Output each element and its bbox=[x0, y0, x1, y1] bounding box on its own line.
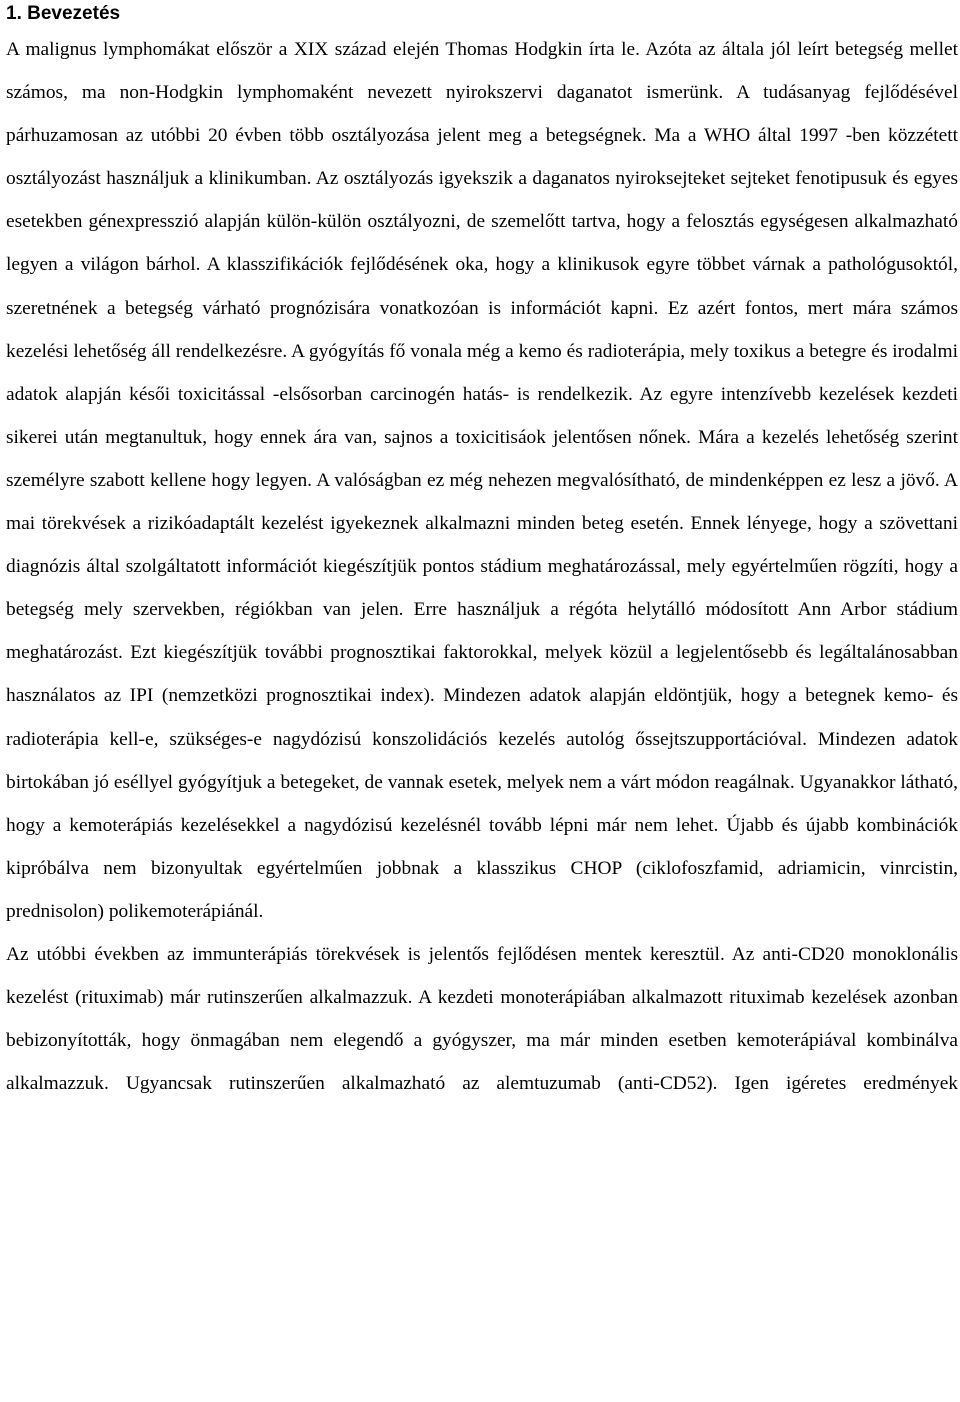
immunotherapy-paragraph: Az utóbbi években az immunterápiás törekvések is jelentős fejlődésen mentek keresztül. Az anti-CD20 monoklonális kezelést (rituximab) már rutinszerűen alkalmazzuk. A kezdeti monoterápiában alkalmazott rituximab kezelések azonban bebizonyították, hogy önmagában nem elegendő a gyógyszer, ma már minden esetben kemoterápiával kombinálva alkalmazzuk. Ugyancsak rutinszerűen alkalmazható az alemtuzumab (anti-CD52). Igen igéretes eredmények bbox=[6, 943, 958, 1095]
intro-paragraph: A malignus lymphomákat először a XIX század elején Thomas Hodgkin írta le. Azóta az általa jól leírt betegség mellet számos, ma non-Hodgkin lymphomaként nevezett nyirokszervi daganatot ismerünk. A tudásanyag fejlődésével párhuzamosan az utóbbi 20 évben több osztályozása jelent meg a betegségnek. Ma a WHO által 1997 -ben közzétett osztályozást használjuk a klinikumban. Az osztályozás igyekszik a daganatos nyiroksejteket sejteket fenotipusuk és egyes esetekben génexpresszió alapján külön-külön osztályozni, de szemelőtt tartva, hogy a felosztás egységesen alkalmazható legyen a világon bárhol. A klasszifikációk fejlődésének oka, hogy a klinikusok egyre többet várnak a pathológusoktól, szeretnének a betegség várható prognózisára vonatkozóan is információt kapni. Ez azért fontos, mert mára számos kezelési lehetőség áll rendelkezésre. A gyógyítás fő vonala még a kemo és radioterápia, mely toxikus a betegre és irodalmi adatok alapján késői toxicitással -elsősorban carcinogén hatás- is rendelkezik. Az egyre intenzívebb kezelések kezdeti sikerei után megtanultuk, hogy ennek ára van, sajnos a toxicitisáok jelentősen nőnek. Mára a kezelés lehetőség szerint személyre szabott kellene hogy legyen. A valóságban ez még nehezen megvalósítható, de mindenképpen ez lesz a jövő. A mai törekvések a rizikóadaptált kezelést igyekeznek alkalmazni minden beteg esetén. Ennek lényege, hogy a szövettani diagnózis által szolgáltatott információt kiegészítjük pontos stádium meghatározással, mely egyértelműen rögzíti, hogy a betegség mely szervekben, régiókban van jelen. Erre használjuk a régóta helytálló módosított Ann Arbor stádium meghatározást. Ezt kiegészítjük további prognosztikai faktorokkal, melyek közül a legjelentősebb és legáltalánosabban használatos az IPI (nemzetközi prognosztikai index). Mindezen adatok alapján eldöntjük, hogy a betegnek kemo- és radioterápia kell-e, szükséges-e nagydózisú konszolidációs kezelés autológ őssejtszupportációval. Mindezen adatok birtokában jó eséllyel gyógyítjuk a betegeket, de vannak esetek, melyek nem a várt módon reagálnak. Ugyanakkor látható, hogy a kemoterápiás kezelésekkel a nagydózisú kezelésnél tovább lépni már nem lehet. Újabb és újabb kombinációk kipróbálva nem bizonyultak egyértelműen jobbnak a klasszikus CHOP (ciklofoszfamid, adriamicin, vinrcistin, prednisolon) polikemoterápiánál. bbox=[6, 39, 958, 922]
section-heading: 1. Bevezetés bbox=[6, 3, 121, 24]
document-page bbox=[6, 0, 958, 1105]
